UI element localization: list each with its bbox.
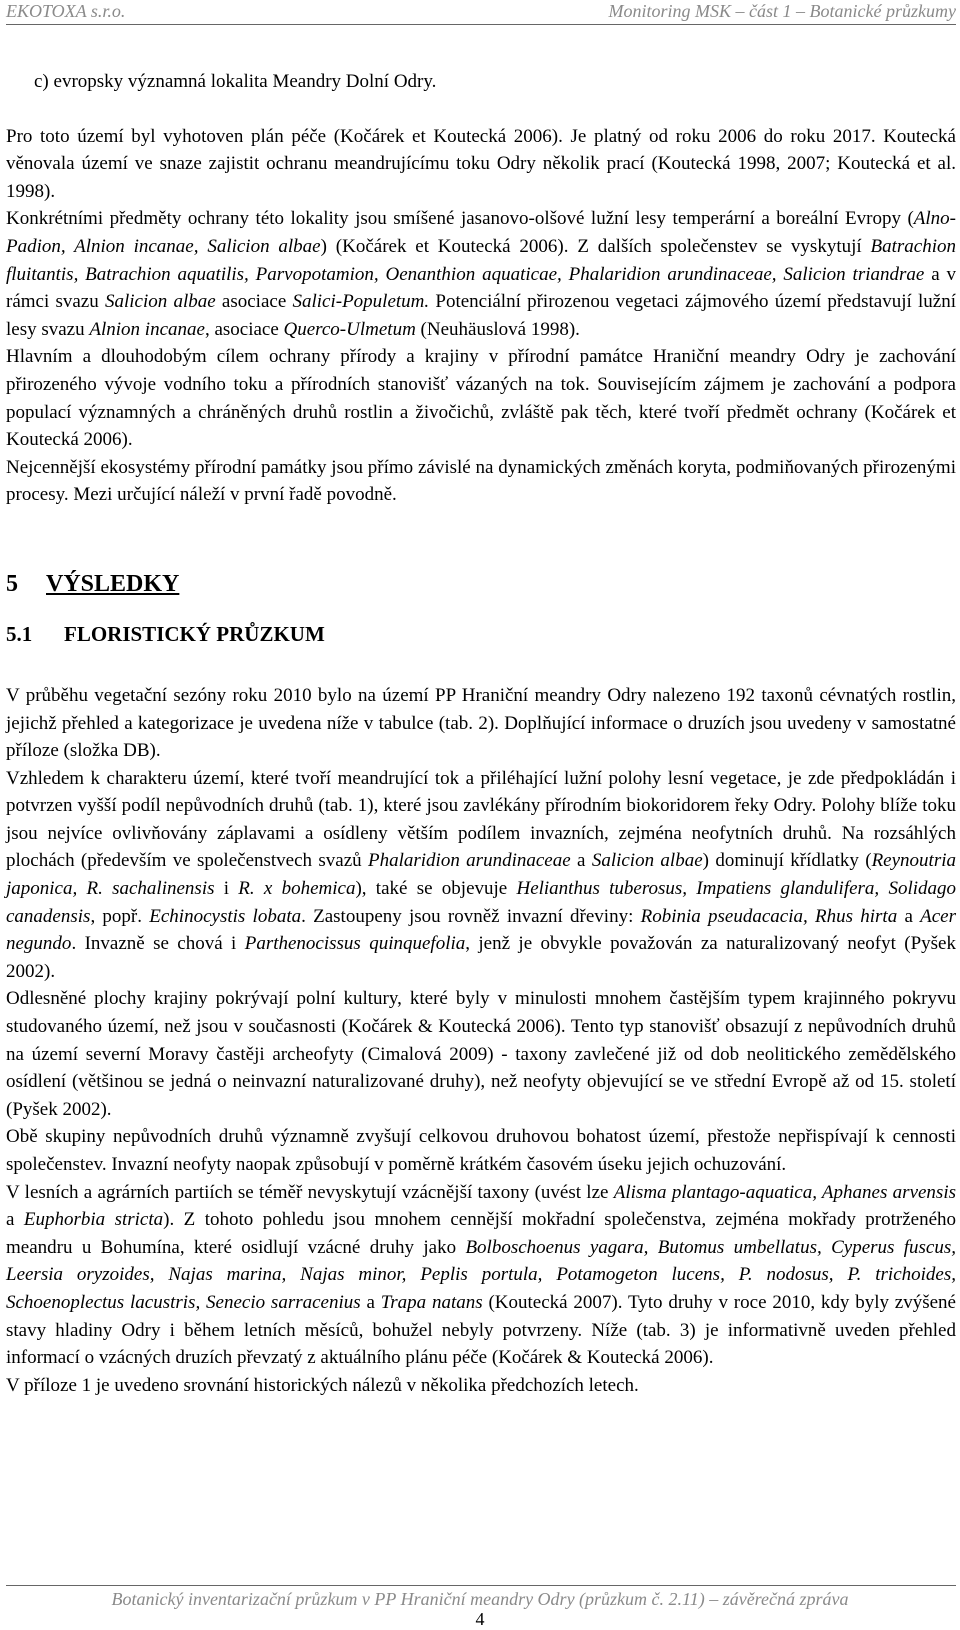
paragraph-taxa: V průběhu vegetační sezóny roku 2010 bylo na území PP Hraniční meandry Odry nalezeno 192 taxonů cévnatých rostlin, jejichž přehled a kategorizace je uvedena níže v tabulce (tab. 2). Doplňující informace o druzích jsou uvedeny v samostatné příloze (složka DB).	[6, 684, 956, 762]
p6-segment: Salicion albae	[591, 850, 703, 872]
paragraph-invasive	[6, 765, 956, 986]
p9-segment: Bolboschoenus yagara, Butomus umbellatus, Cyperus fuscus, Leersia oryzoides, Najas marina, Najas minor, Peplis portula, Potamogeton lucens, P. nodosus, P. trichoides, Schoenoplectus lacustris, Senecio sarracenius	[6, 1236, 957, 1313]
p6-segment: Echinocystis lobata	[149, 905, 302, 927]
section-number: 5	[6, 570, 18, 597]
p9-segment: (Koutecká 2007). Tyto druhy v roce 2010, kdy byly zvýšené stavy hladiny Odry i během letních měsíců, bohužel nebyly potvrzeny. Níže (tab. 3) je informativně uveden přehled informací o vzácných druzích převzatý z aktuálního plánu péče (Kočárek & Koutecká 2006).	[6, 1291, 956, 1369]
paragraph-goal: Hlavním a dlouhodobým cílem ochrany přírody a krajiny v přírodní památce Hraniční meandry Odry je zachování přirozeného vývoje vodního toku a přírodních stanovišť vázaných na tok. Souvisejícím zájmem je zachování a podpora populací významných a chráněných druhů rostlin a živočichů, zvláště pak těch, které tvoří předmět ochrany (Kočárek et Koutecká 2006).	[6, 346, 956, 451]
page-number: 4	[475, 1609, 485, 1629]
p2-segment: (Neuhäuslová 1998).	[415, 318, 580, 340]
page-header	[6, 0, 956, 22]
header-rule	[6, 24, 956, 25]
p6-segment: a	[570, 850, 592, 872]
paragraph-plan: Pro toto území byl vyhotoven plán péče (Kočárek et Koutecká 2006). Je platný od roku 2006 do roku 2017. Koutecká věnovala území ve snaze zajistit ochranu meandrujícímu toku Odry několik prací (Koutecká 1998, 2007; Koutecká et al. 1998).	[6, 125, 956, 202]
footer-rule	[6, 1585, 956, 1586]
page-content	[6, 68, 956, 1399]
p6-segment: i	[214, 878, 239, 900]
paragraph-subjects	[6, 205, 956, 343]
p6-segment: a	[897, 905, 921, 927]
p6-segment: Reynoutria japonica, R. sachalinensis	[6, 850, 957, 900]
p9-segment: a	[6, 1209, 24, 1231]
p2-segment: Salicion albae	[104, 291, 216, 313]
p2-segment: Alno-Padion, Alnion incanae, Salicion albae	[6, 208, 956, 257]
paragraph-rare	[6, 1179, 956, 1372]
subsection-title: FLORISTICKÝ PRŮZKUM	[64, 621, 325, 646]
paragraph-ecosystems: Nejcennější ekosystémy přírodní památky jsou přímo závislé na dynamických změnách koryta, podmiňovaných přirozenými procesy. Mezi určující náleží v první řadě povodně.	[6, 456, 956, 506]
p2-segment: Salici-Populetum.	[292, 291, 430, 313]
paragraph-appendix: V příloze 1 je uvedeno srovnání historických nálezů v několika předchozích letech.	[6, 1374, 639, 1396]
p6-segment: . Invazně se chová i	[71, 933, 245, 955]
p6-segment: Vzhledem k charakteru území, které tvoří meandrující tok a přiléhající lužní polohy lesní vegetace, je zde předpokládán i potvrzen vyšší podíl nepůvodních druhů (tab. 1), které jsou zavlékány přírodním biokoridorem řeky Odry. Polohy blíže toku jsou nejvíce ovlivňovány záplavami a osídleny větším podílem invazních, zejména neofytních druhů. Na rozsáhlých plochách (především ve společenstvech svazů	[6, 767, 956, 872]
p9-segment: V lesních a agrárních partiích se téměř nevyskytují vzácnější taxony (uvést lze	[6, 1181, 614, 1203]
p2-segment: Alnion incanae	[89, 318, 205, 340]
p6-segment: Robinia pseudacacia, Rhus hirta	[640, 905, 898, 927]
p2-segment: asociace	[215, 291, 293, 313]
paragraph-nonnative: Obě skupiny nepůvodních druhů významně zvyšují celkovou druhovou bohatost území, přestože nepřispívají k cennosti společenstev. Invazní neofyty naopak způsobují v poměrně krátkém časovém úseku jejich ochuzování.	[6, 1126, 956, 1175]
p6-segment: , popř.	[90, 905, 150, 927]
header-company: EKOTOXA s.r.o.	[6, 1, 126, 21]
p6-segment: ), také se objevuje	[355, 878, 517, 900]
p2-segment: , asociace	[204, 318, 284, 340]
p2-segment: Batrachion fluitantis, Batrachion aquatilis, Parvopotamion, Oenanthion aquaticae, Phalaridion arundinaceae, Salicion triandrae	[6, 235, 956, 285]
p6-segment: Acer negundo	[6, 905, 957, 955]
p9-segment: a	[360, 1291, 381, 1313]
subsection-number: 5.1	[6, 621, 33, 646]
p9-segment: ). Z tohoto pohledu jsou mnohem cennější mokřadní společenstva, zejména mokřady protrženého meandru u Bohumína, které osidlují vzácné druhy jako	[6, 1209, 957, 1258]
section-title: VÝSLEDKY	[46, 570, 180, 597]
p6-segment: Helianthus tuberosus, Impatiens glandulifera, Solidago canadensis	[6, 878, 956, 927]
list-item-c: c) evropsky významná lokalita Meandry Dolní Odry.	[34, 71, 437, 92]
subsection-heading	[6, 616, 956, 652]
p9-segment: Trapa natans	[380, 1291, 483, 1313]
p9-segment: Euphorbia stricta	[23, 1209, 164, 1231]
footer-text: Botanický inventarizační průzkum v PP Hraniční meandry Odry (průzkum č. 2.11) – závěrečná zpráva	[111, 1589, 849, 1609]
p2-segment: a v rámci svazu	[6, 263, 956, 313]
p6-segment: Parthenocissus quinquefolia	[244, 933, 466, 955]
p6-segment: R. x bohemica	[238, 878, 356, 900]
p2-segment: Konkrétními předměty ochrany této lokality jsou smíšené jasanovo-olšové lužní lesy temperární a boreální Evropy (	[6, 208, 914, 230]
paragraph-fields: Odlesněné plochy krajiny pokrývají polní kultury, které byly v minulosti mnohem častějším typem krajinného pokryvu studovaného území, než jsou v současnosti (Kočárek & Koutecká 2006). Tento typ stanovišť obsazují z nepůvodních druhů na území severní Moravy častěji archeofyty (Cimalová 2009) - taxony zavlečené již od dob neolitického zemědělského osídlení (většinou se jedná o neinvazní naturalizované druhy), než neofyty objevující se ve střední Evropě až od 15. století (Pyšek 2002).	[6, 988, 956, 1120]
section-heading	[6, 566, 956, 602]
p6-segment: , jenž je obvykle považován za naturalizovaný neofyt (Pyšek 2002).	[6, 933, 956, 982]
p9-segment: Alisma plantago-aquatica, Aphanes arvensis	[613, 1181, 956, 1203]
p2-segment: ) (Kočárek et Koutecká 2006). Z dalších společenstev se vyskytují	[320, 235, 871, 257]
p6-segment: ) dominují křídlatky (	[702, 850, 872, 872]
p2-segment: Potenciální přirozenou vegetaci zájmového území představují lužní lesy svazu	[6, 291, 956, 340]
header-title: Monitoring MSK – část 1 – Botanické průzkumy	[608, 1, 956, 21]
p6-segment: Phalaridion arundinaceae	[368, 850, 571, 872]
p6-segment: . Zastoupeny jsou rovněž invazní dřeviny:	[301, 905, 641, 927]
p2-segment: Querco-Ulmetum	[283, 318, 416, 340]
